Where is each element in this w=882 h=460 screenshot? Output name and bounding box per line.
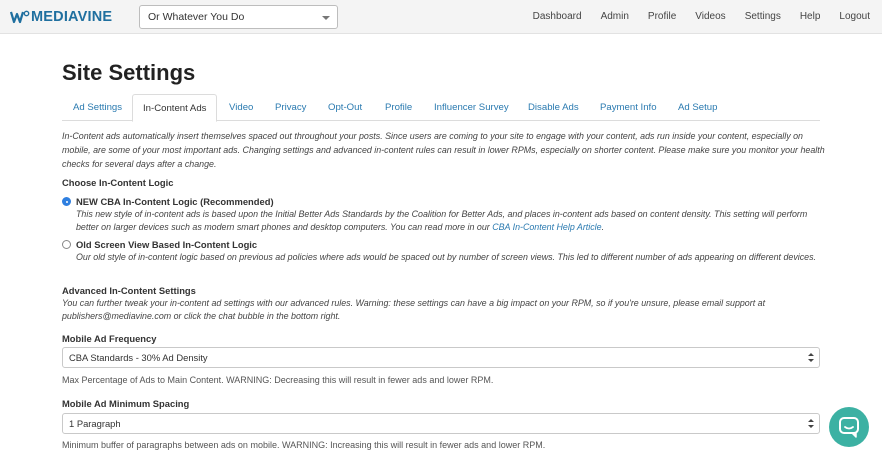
tab-ad-setup[interactable]: Ad Setup [678,102,718,113]
mobile-frequency-value: CBA Standards - 30% Ad Density [69,352,208,363]
tab-profile[interactable]: Profile [385,102,413,113]
radio-label-new-cba: NEW CBA In-Content Logic (Recommended) [76,196,274,207]
logic-option-new-cba[interactable] [62,196,274,207]
mediavine-logo-icon [10,10,30,24]
cba-help-article-link[interactable]: CBA In-Content Help Article [492,222,602,233]
logic-option-old-screen-view[interactable] [62,239,257,250]
mobile-spacing-select[interactable] [62,413,820,434]
select-arrows-icon [808,418,814,429]
tab-opt-out[interactable]: Opt-Out [328,102,363,113]
brand-name: MEDIAVINE [31,9,113,25]
nav-settings[interactable]: Settings [744,11,781,22]
chat-bubble-icon [838,416,860,438]
chevron-down-icon [322,16,330,20]
top-navbar [0,0,882,34]
tab-video[interactable]: Video [229,102,254,113]
mobile-frequency-help: Max Percentage of Ads to Main Content. WARNING: Decreasing this will result in fewer ads and lower RPM. [62,375,494,385]
radio-label-old-screen-view: Old Screen View Based In-Content Logic [76,239,258,250]
mobile-frequency-label: Mobile Ad Frequency [62,333,157,344]
tab-in-content-ads[interactable]: In-Content Ads [132,94,217,122]
nav-admin[interactable]: Admin [600,11,629,22]
radio-old-screen-view[interactable] [62,240,71,249]
mobile-spacing-value: 1 Paragraph [69,418,121,429]
radio-new-cba[interactable] [62,197,71,206]
site-selector[interactable] [139,5,338,29]
intro-text: In-Content ads automatically insert themselves spaced out throughout your posts. Since users are coming to your site to engage with your content, ads run inside your content, especially on mobile, are some of your most important ads. Changing settings and advanced in-content rules can result in lower RPMs, especially on shorter content. Please make sure you monitor your health checks for several days after a change. [62,131,825,169]
tab-payment-info[interactable]: Payment Info [600,102,657,113]
tab-influencer-survey[interactable]: Influencer Survey [434,102,509,113]
page-title: Site Settings [62,60,196,85]
logic-option-old-description: Our old style of in-content logic based on previous ad policies where ads would be spaced out by number of screen views. This led to different number of ads appearing on different devices. [76,252,817,262]
mobile-frequency-select[interactable] [62,347,820,368]
nav-logout[interactable]: Logout [839,11,870,22]
chat-button[interactable] [829,407,869,447]
logic-heading: Choose In-Content Logic [62,177,174,188]
mobile-spacing-help: Minimum buffer of paragraphs between ads on mobile. WARNING: Increasing this will result in fewer ads and lower RPM. [62,440,546,450]
logic-option-new-cba-description [76,208,826,235]
settings-tabs [62,94,820,121]
advanced-heading: Advanced In-Content Settings [62,285,196,296]
nav-profile[interactable]: Profile [647,11,677,22]
nav-help[interactable]: Help [799,11,821,22]
select-arrows-icon [808,352,814,363]
mobile-spacing-label: Mobile Ad Minimum Spacing [62,398,190,409]
tab-ad-settings[interactable]: Ad Settings [73,102,123,113]
nav-videos[interactable]: Videos [695,11,726,22]
new-cba-description-end: . [601,222,605,233]
brand-logo[interactable] [10,9,112,25]
advanced-description: You can further tweak your in-content ad settings with our advanced rules. Warning: these settings can have a big impact on your RPM, so if you're unsure, please email support at publishers@mediavine.com or click the chat bubble in the bottom right. [62,298,766,322]
main-nav [514,11,870,22]
nav-dashboard[interactable]: Dashboard [532,11,582,22]
site-selector-value: Or Whatever You Do [148,11,245,23]
tab-privacy[interactable]: Privacy [275,102,307,113]
new-cba-description-text: This new style of in-content ads is based upon the Initial Better Ads Standards by the Coalition for Better Ads, and places in-content ads based on content density. This setting will perform better on larger devices such as modern smart phones and desktop computers. You can read more in our [76,209,808,233]
tab-disable-ads[interactable]: Disable Ads [528,102,579,113]
